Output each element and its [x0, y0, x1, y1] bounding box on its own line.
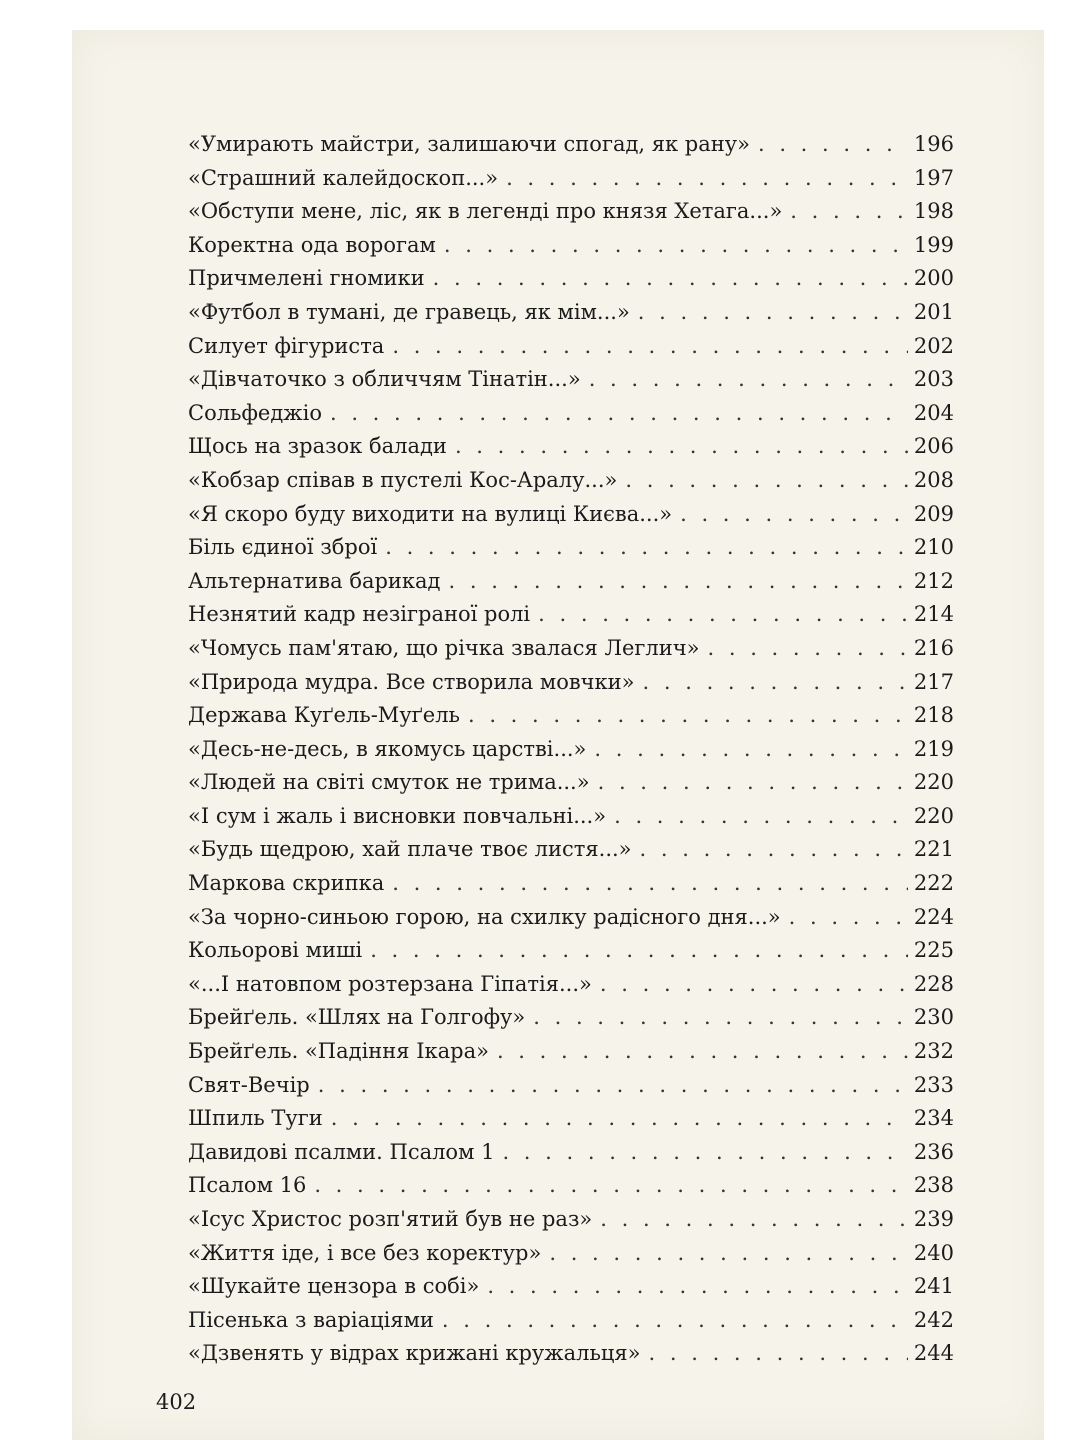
toc-entry	[188, 934, 954, 968]
toc-dot-leader	[318, 1069, 908, 1103]
toc-entry-title: Кольорові миші	[188, 938, 363, 963]
table-of-contents	[188, 128, 954, 1371]
toc-entry-page: 225	[913, 938, 954, 963]
toc-dot-leader	[370, 934, 908, 968]
toc-entry-page: 210	[913, 535, 954, 560]
toc-entry-title: «Людей на світі смуток не трима...»	[188, 770, 590, 795]
toc-entry	[188, 1001, 954, 1035]
toc-entry	[188, 229, 954, 263]
toc-entry	[188, 1203, 954, 1237]
toc-entry-page: 222	[913, 871, 954, 896]
toc-entry-title: Брейґель. «Шлях на Голгофу»	[188, 1005, 526, 1030]
toc-entry-page: 239	[913, 1207, 954, 1231]
toc-entry	[188, 162, 954, 196]
toc-entry-title: «Я скоро буду виходити на вулиці Києва...»	[188, 501, 673, 526]
toc-entry	[188, 766, 954, 800]
page-number: 402	[156, 1390, 197, 1414]
toc-entry-page: 206	[913, 434, 954, 459]
toc-entry-title: «Ісус Христос розп'ятий був не раз»	[188, 1207, 593, 1231]
toc-dot-leader	[625, 464, 908, 498]
toc-entry	[188, 632, 954, 666]
toc-entry-title: «Умирають майстри, залишаючи спогад, як рану»	[188, 132, 750, 156]
toc-dot-leader	[487, 1270, 908, 1304]
toc-dot-leader	[392, 867, 908, 901]
toc-dot-leader	[331, 1102, 908, 1136]
toc-entry-title: «...І натовпом розтерзана Гіпатія...»	[188, 971, 592, 996]
toc-entry	[188, 1337, 954, 1371]
toc-entry-page: 234	[913, 1106, 954, 1131]
toc-entry-page: 228	[913, 971, 954, 996]
toc-entry	[188, 733, 954, 767]
toc-entry-page: 208	[913, 467, 954, 492]
toc-entry-page: 209	[913, 501, 954, 526]
toc-dot-leader	[455, 430, 908, 464]
toc-entry	[188, 1304, 954, 1338]
toc-entry-page: 220	[913, 770, 954, 795]
toc-entry	[188, 464, 954, 498]
toc-entry-title: Держава Куґель-Муґель	[188, 703, 460, 728]
toc-dot-leader	[314, 1169, 908, 1203]
toc-entry-page: 203	[913, 367, 954, 392]
toc-entry	[188, 195, 954, 229]
toc-entry	[188, 833, 954, 867]
toc-entry-title: «Дзвенять у відрах крижані кружальця»	[188, 1341, 641, 1366]
toc-entry-page: 202	[913, 333, 954, 358]
toc-entry-page: 200	[913, 266, 954, 291]
toc-entry-title: Шпиль Туги	[188, 1106, 323, 1131]
toc-entry-title: Маркова скрипка	[188, 871, 385, 896]
toc-entry-title: «За чорно-синьою горою, на схилку радісного дня...»	[188, 904, 781, 929]
toc-entry-title: «Шукайте цензора в собі»	[188, 1274, 480, 1299]
toc-entry-title: «І сум і жаль і висновки повчальні...»	[188, 803, 607, 828]
toc-entry-title: Сольфеджіо	[188, 400, 322, 425]
toc-dot-leader	[600, 1203, 908, 1237]
toc-entry-page: 201	[913, 299, 954, 324]
toc-entry-page: 197	[913, 165, 954, 190]
toc-entry-page: 218	[913, 703, 954, 728]
toc-entry-page: 232	[913, 1039, 954, 1064]
toc-entry	[188, 800, 954, 834]
toc-dot-leader	[433, 262, 908, 296]
toc-entry-title: Альтернатива барикад	[188, 568, 441, 593]
toc-dot-leader	[598, 766, 908, 800]
toc-entry-title: Незнятий кадр незіграної ролі	[188, 602, 531, 627]
toc-dot-leader	[392, 330, 908, 364]
toc-dot-leader	[538, 598, 908, 632]
toc-entry-title: Біль єдиної зброї	[188, 535, 378, 560]
toc-dot-leader	[468, 699, 908, 733]
toc-entry-page: 230	[913, 1005, 954, 1030]
toc-dot-leader	[708, 632, 908, 666]
toc-entry	[188, 1169, 954, 1203]
toc-entry-title: «Природа мудра. Все створила мовчки»	[188, 669, 635, 694]
toc-entry	[188, 867, 954, 901]
toc-dot-leader	[506, 162, 908, 196]
toc-entry-title: «Страшний калейдоскоп...»	[188, 165, 499, 190]
toc-dot-leader	[600, 968, 908, 1002]
toc-entry	[188, 363, 954, 397]
toc-dot-leader	[385, 531, 908, 565]
toc-entry-page: 220	[913, 803, 954, 828]
toc-dot-leader	[680, 498, 908, 532]
toc-entry-page: 242	[913, 1307, 954, 1332]
toc-entry	[188, 968, 954, 1002]
toc-entry	[188, 397, 954, 431]
toc-entry	[188, 531, 954, 565]
toc-entry-page: 221	[913, 837, 954, 862]
toc-dot-leader	[789, 901, 908, 935]
toc-entry	[188, 296, 954, 330]
toc-entry-title: «Обступи мене, ліс, як в легенді про князя Хетага...»	[188, 199, 783, 224]
toc-dot-leader	[614, 800, 908, 834]
toc-entry	[188, 330, 954, 364]
toc-entry-page: 219	[913, 736, 954, 761]
toc-entry-page: 233	[913, 1072, 954, 1097]
toc-entry-page: 238	[913, 1173, 954, 1198]
toc-entry-page: 244	[913, 1341, 954, 1366]
toc-entry-page: 224	[913, 904, 954, 929]
toc-entry-title: Псалом 16	[188, 1173, 307, 1198]
toc-entry	[188, 1035, 954, 1069]
toc-entry	[188, 598, 954, 632]
toc-dot-leader	[589, 363, 908, 397]
toc-dot-leader	[502, 1136, 907, 1170]
toc-dot-leader	[638, 296, 908, 330]
toc-entry-title: «Десь-не-десь, в якомусь царстві...»	[188, 736, 587, 761]
toc-entry	[188, 1069, 954, 1103]
toc-entry	[188, 1102, 954, 1136]
toc-entry	[188, 1270, 954, 1304]
toc-entry-title: «Футбол в тумані, де гравець, як мім...»	[188, 299, 630, 324]
toc-dot-leader	[594, 733, 908, 767]
toc-entry-title: «Кобзар співав в пустелі Кос-Аралу...»	[188, 467, 618, 492]
toc-entry	[188, 498, 954, 532]
toc-dot-leader	[643, 666, 908, 700]
toc-dot-leader	[497, 1035, 908, 1069]
toc-entry-title: «Будь щедрою, хай плаче твоє листя...»	[188, 837, 632, 862]
toc-entry-title: Коректна ода ворогам	[188, 232, 436, 257]
toc-dot-leader	[449, 565, 908, 599]
toc-entry-title: «Дівчаточко з обличчям Тінатін...»	[188, 367, 581, 392]
toc-dot-leader	[640, 833, 908, 867]
toc-dot-leader	[444, 229, 908, 263]
toc-entry-page: 217	[913, 669, 954, 694]
toc-entry	[188, 1237, 954, 1271]
toc-entry-page: 198	[913, 199, 954, 224]
toc-entry-page: 196	[913, 132, 954, 156]
toc-entry	[188, 901, 954, 935]
toc-entry-title: «Життя іде, і все без коректур»	[188, 1240, 542, 1265]
toc-entry	[188, 666, 954, 700]
toc-entry-page: 212	[913, 568, 954, 593]
toc-entry-page: 199	[913, 232, 954, 257]
toc-entry-page: 236	[913, 1139, 954, 1164]
toc-entry-title: Пісенька з варіаціями	[188, 1307, 434, 1332]
toc-dot-leader	[790, 195, 908, 229]
toc-entry-page: 214	[913, 602, 954, 627]
toc-entry-title: Свят-Вечір	[188, 1072, 310, 1097]
toc-entry	[188, 430, 954, 464]
toc-entry-title: Щось на зразок балади	[188, 434, 447, 459]
toc-dot-leader	[549, 1237, 908, 1271]
toc-entry-page: 216	[913, 635, 954, 660]
toc-entry-title: Причмелені гномики	[188, 266, 425, 291]
toc-entry	[188, 128, 954, 162]
toc-entry	[188, 1136, 954, 1170]
toc-dot-leader	[330, 397, 908, 431]
toc-entry	[188, 699, 954, 733]
toc-entry-title: «Чомусь пам'ятаю, що річка звалася Леглич»	[188, 635, 700, 660]
toc-entry-title: Силует фігуриста	[188, 333, 385, 358]
toc-entry	[188, 565, 954, 599]
toc-entry-title: Давидові псалми. Псалом 1	[188, 1139, 495, 1164]
toc-dot-leader	[533, 1001, 908, 1035]
toc-entry-page: 240	[913, 1240, 954, 1265]
toc-entry-title: Брейґель. «Падіння Ікара»	[188, 1039, 489, 1064]
toc-dot-leader	[649, 1337, 908, 1371]
toc-entry-page: 241	[913, 1274, 954, 1299]
toc-dot-leader	[442, 1304, 908, 1338]
toc-dot-leader	[758, 128, 908, 162]
toc-entry	[188, 262, 954, 296]
toc-entry-page: 204	[913, 400, 954, 425]
